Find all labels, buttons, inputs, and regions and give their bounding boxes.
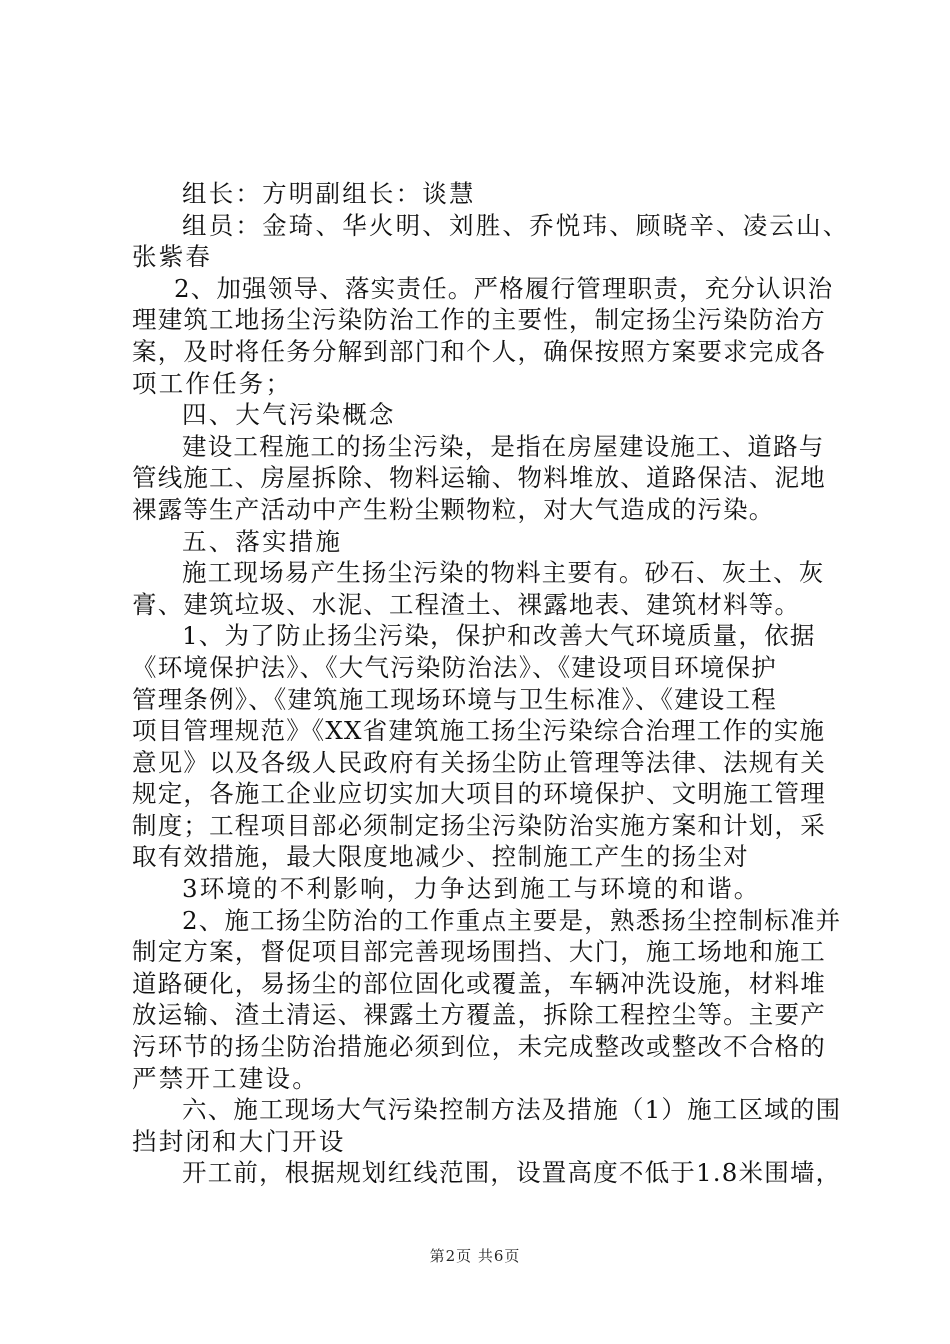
section-heading: 六、施工现场大气污染控制方法及措施（1）施工区域的围 <box>182 1095 842 1125</box>
text-line: 项目管理规范》《XX省建筑施工扬尘污染综合治理工作的实施 <box>132 716 826 746</box>
text-line: 组员：金琦、华火明、刘胜、乔悦玮、顾晓辛、凌云山、 <box>182 210 850 240</box>
text-line: 规定，各施工企业应切实加大项目的环境保护、文明施工管理 <box>132 779 826 809</box>
text-line: 《环境保护法》、《大气污染防治法》、《建设项目环境保护 <box>132 652 777 682</box>
text-line: 污环节的扬尘防治措施必须到位，未完成整改或整改不合格的 <box>132 1032 826 1062</box>
text-line: 张紫春 <box>132 242 213 272</box>
text-line: 开工前，根据规划红线范围，设置高度不低于1.8米围墙， <box>182 1158 842 1188</box>
text-line: 意见》以及各级人民政府有关扬尘防止管理等法律、法规有关 <box>132 747 826 777</box>
text-line: 理建筑工地扬尘污染防治工作的主要性，制定扬尘污染防治方 <box>132 305 826 335</box>
text-line: 裸露等生产活动中产生粉尘颗物粒，对大气造成的污染。 <box>132 494 775 524</box>
text-line: 1、为了防止扬尘污染，保护和改善大气环境质量，依据 <box>182 621 816 651</box>
text-line: 案，及时将任务分解到部门和个人，确保按照方案要求完成各 <box>132 336 826 366</box>
text-line: 组长：方明副组长：谈慧 <box>182 179 476 208</box>
text-line: 严禁开工建设。 <box>132 1063 319 1093</box>
page-number-footer: 第2页 共6页 <box>429 1247 521 1265</box>
text-line: 施工现场易产生扬尘污染的物料主要有。砂石、灰土、灰 <box>182 558 825 588</box>
text-line: 放运输、渣土清运、裸露土方覆盖，拆除工程控尘等。主要产 <box>132 1000 826 1030</box>
text-line: 2、施工扬尘防治的工作重点主要是，熟悉扬尘控制标准并 <box>182 905 842 935</box>
text-line: 道路硬化，易扬尘的部位固化或覆盖，车辆冲洗设施，材料堆 <box>132 968 826 998</box>
text-line: 项工作任务； <box>132 368 293 398</box>
text-line: 管线施工、房屋拆除、物料运输、物料堆放、道路保洁、泥地 <box>132 463 826 493</box>
text-line: 建设工程施工的扬尘污染，是指在房屋建设施工、道路与 <box>182 431 825 461</box>
text-line: 制度；工程项目部必须制定扬尘污染防治实施方案和计划，采 <box>132 810 826 840</box>
text-line: 管理条例》、《建筑施工现场环境与卫生标准》、《建设工程 <box>132 684 777 714</box>
text-line: 制定方案，督促项目部完善现场围挡、大门，施工场地和施工 <box>132 937 826 967</box>
document-body <box>132 178 850 1189</box>
section-heading: 五、落实措施 <box>182 526 343 556</box>
text-line: 取有效措施，最大限度地减少、控制施工产生的扬尘对 <box>132 842 749 872</box>
text-line: 2、加强领导、落实责任。严格履行管理职责，充分认识治 <box>174 273 834 303</box>
text-line: 3环境的不利影响，力争达到施工与环境的和谐。 <box>182 874 761 904</box>
text-line: 膏、建筑垃圾、水泥、工程渣土、裸露地表、建筑材料等。 <box>132 589 801 619</box>
section-heading: 四、大气污染概念 <box>182 400 396 430</box>
text-line: 挡封闭和大门开设 <box>132 1126 346 1156</box>
